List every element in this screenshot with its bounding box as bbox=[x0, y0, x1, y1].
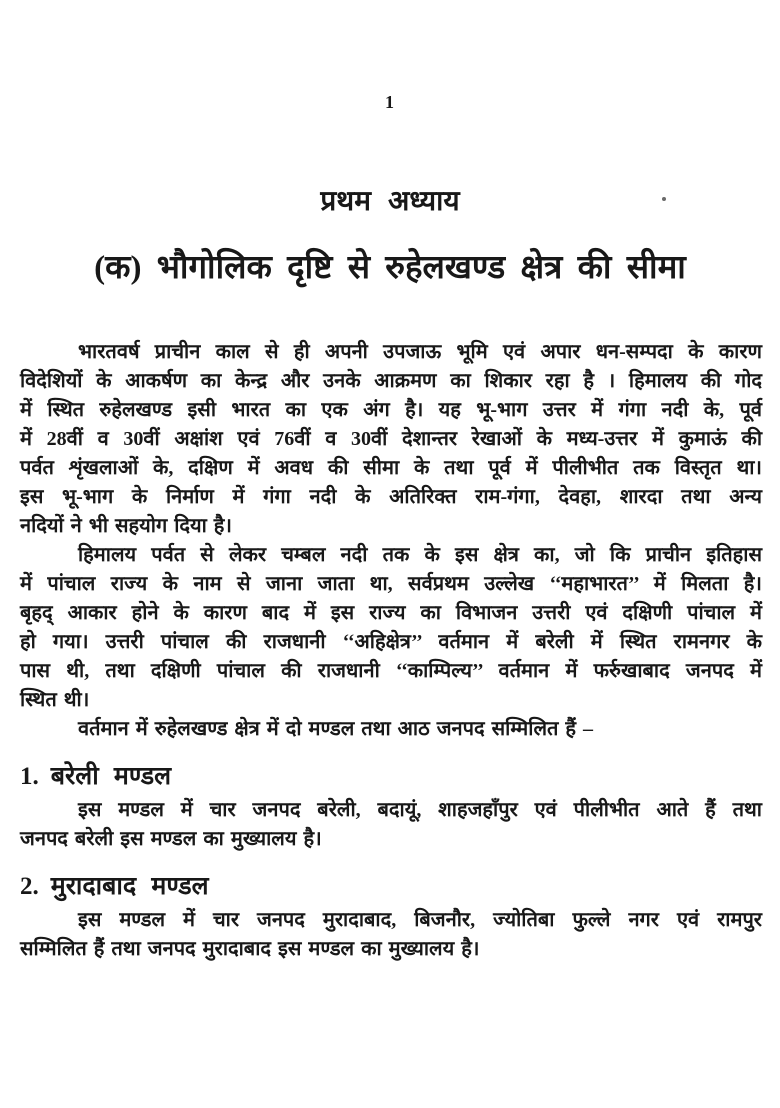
text-line: जनपद बरेली इस मण्डल का मुख्यालय है। bbox=[20, 828, 322, 850]
text-line: बृहद् आकार होने के कारण बाद में इस राज्य का विभाजन उत्तरी एवं दक्षिणी पांचाल में bbox=[20, 602, 762, 624]
text-line: इस भू-भाग के निर्माण में गंगा नदी के अतिरिक्त राम-गंगा, देवहा, शारदा तथा अन्य bbox=[20, 486, 762, 508]
section-2-paragraph bbox=[20, 906, 762, 964]
text-line: नदियों ने भी सहयोग दिया है। bbox=[20, 515, 232, 537]
text-line: वर्तमान में रुहेलखण्ड क्षेत्र में दो मण्डल तथा आठ जनपद सम्मिलित हैं – bbox=[78, 718, 594, 740]
text-line: पास थी, तथा दक्षिणी पांचाल की राजधानी ‘‘काम्पिल्य’’ वर्तमान में फर्रुखाबाद जनपद में bbox=[20, 660, 762, 682]
text-line: विदेशियों के आकर्षण का केन्द्र और उनके आक्रमण का शिकार रहा है । हिमालय की गोद bbox=[20, 370, 762, 392]
chapter-heading: प्रथम अध्याय bbox=[320, 186, 460, 217]
paragraph-2 bbox=[20, 541, 762, 715]
numbered-section-heading-2 bbox=[20, 872, 762, 902]
text-line: स्थित थी। bbox=[20, 689, 90, 711]
text-line: इस मण्डल में चार जनपद बरेली, बदायूं, शाहजहाँपुर एवं पीलीभीत आते हैं तथा bbox=[78, 799, 762, 821]
section-title: (क) भौगोलिक दृष्टि से रुहेलखण्ड क्षेत्र की सीमा bbox=[94, 250, 686, 286]
text-line: हो गया। उत्तरी पांचाल की राजधानी ‘‘अहिक्षेत्र’’ वर्तमान में बरेली में स्थित रामनगर के bbox=[20, 631, 762, 653]
text-line: भारतवर्ष प्राचीन काल से ही अपनी उपजाऊ भूमि एवं अपार धन-सम्पदा के कारण bbox=[78, 341, 762, 363]
body-text bbox=[20, 338, 762, 964]
section-1-paragraph bbox=[20, 796, 762, 854]
page-number: 1 bbox=[385, 92, 395, 112]
text-line: हिमालय पर्वत से लेकर चम्बल नदी तक के इस क्षेत्र का, जो कि प्राचीन इतिहास bbox=[78, 544, 762, 566]
text-line: में 28वीं व 30वीं अक्षांश एवं 76वीं व 30वीं देशान्तर रेखाओं के मध्य-उत्तर में कुमाऊं की bbox=[20, 428, 762, 450]
text-line: इस मण्डल में चार जनपद मुरादाबाद, बिजनौर, ज्योतिबा फुल्ले नगर एवं रामपुर bbox=[78, 909, 762, 931]
section-name: मुरादाबाद मण्डल bbox=[50, 873, 209, 900]
paragraph-3 bbox=[20, 715, 762, 744]
numbered-section-heading-1 bbox=[20, 762, 762, 792]
text-line: में स्थित रुहेलखण्ड इसी भारत का एक अंग है। यह भू-भाग उत्तर में गंगा नदी के, पूर्व bbox=[20, 399, 762, 421]
section-number: 2. bbox=[20, 873, 39, 900]
text-line: पर्वत शृंखलाओं के, दक्षिण में अवध की सीमा के तथा पूर्व में पीलीभीत तक विस्तृत था। bbox=[20, 457, 762, 479]
text-line: में पांचाल राज्य के नाम से जाना जाता था, सर्वप्रथम उल्लेख ‘‘महाभारत’’ में मिलता है। bbox=[20, 573, 762, 595]
section-name: बरेली मण्डल bbox=[50, 763, 172, 790]
paragraph-1 bbox=[20, 338, 762, 541]
text-line: सम्मिलित हैं तथा जनपद मुरादाबाद इस मण्डल का मुख्यालय है। bbox=[20, 938, 480, 960]
section-number: 1. bbox=[20, 763, 39, 790]
